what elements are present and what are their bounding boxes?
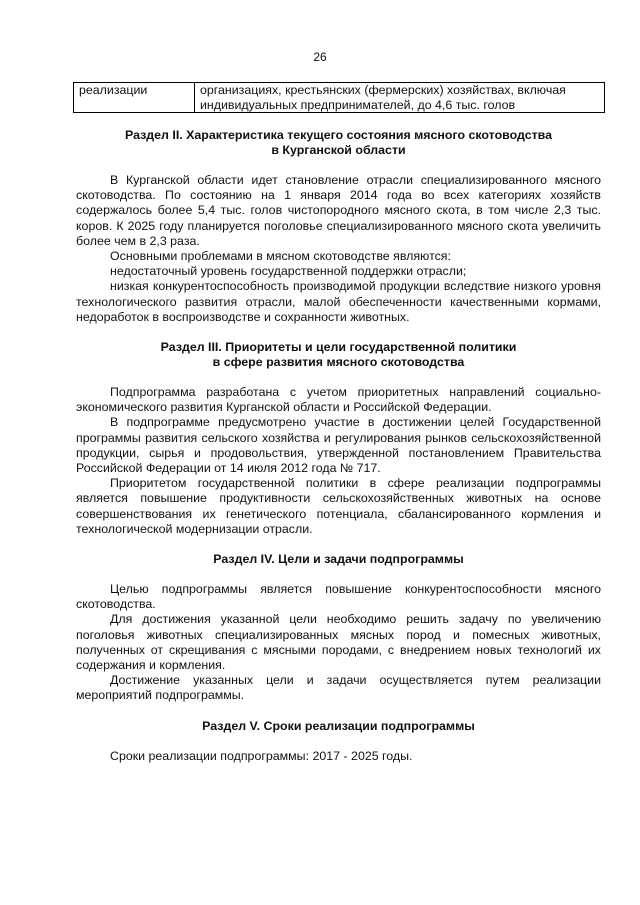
paragraph: В подпрограмме предусмотрено участие в достижении целей Государственной программы развития сельского хозяйства и регулирования рынков сельскохозяйственной продукции, сырья и продовольствия, утвержденной постановлением Правительства Российской Федерации от 14 июля 2012 года № 717.	[76, 415, 601, 476]
section-3-title-line-1: Раздел III. Приоритеты и цели государственной политики	[160, 340, 517, 355]
section-5-title: Раздел V. Сроки реализации подпрограммы	[202, 718, 475, 733]
paragraph: Целью подпрограммы является повышение конкурентоспособности мясного скотоводства.	[76, 582, 601, 612]
section-4-title: Раздел IV. Цели и задачи подпрограммы	[213, 552, 464, 567]
paragraph: Подпрограмма разработана с учетом приоритетных направлений социально-экономического развития Курганской области и Российской Федерации.	[76, 385, 601, 415]
paragraph: недостаточный уровень государственной поддержки отрасли;	[110, 264, 467, 279]
section-3-title	[76, 340, 601, 370]
section-2-title-line-1: Раздел II. Характеристика текущего состояния мясного скотоводства	[125, 128, 552, 142]
paragraph: Сроки реализации подпрограммы: 2017 - 2025 годы.	[110, 748, 413, 763]
table-cell-label: реализации	[74, 83, 195, 113]
paragraph: В Курганской области идет становление отрасли специализированного мясного скотоводства. По состоянию на 1 января 2014 года во всех категориях хозяйств содержалось более 5,4 тыс. голов чистопородного мясного скота, в том числе 2,3 тыс. коров. К 2025 году планируется поголовье специализированного мясного скота увеличить более чем в 2,3 раза.	[76, 173, 601, 248]
table-cell-text: организациях, крестьянских (фермерских) хозяйствах, включая индивидуальных предпринимателей, до 4,6 тыс. голов	[195, 83, 605, 113]
paragraph: Основными проблемами в мясном скотоводстве являются:	[110, 249, 451, 264]
page-number: 26	[313, 50, 327, 64]
paragraph: Для достижения указанной цели необходимо решить задачу по увеличению поголовья животных специализированных мясных пород и помесных животных, полученных от скрещивания с мясными породами, с внедрением новых технологий их содержания и кормления.	[76, 612, 601, 673]
paragraph: низкая конкурентоспособность производимой продукции вследствие низкого уровня технологического развития отрасли, малой обеспеченности качественными кормами, недоработок в воспроизводстве и сохранности животных.	[76, 279, 601, 324]
table-row	[74, 83, 605, 113]
paragraph: Достижение указанных цели и задачи осуществляется путем реализации мероприятий подпрограммы.	[76, 673, 601, 703]
section-3-title-line-2: в сфере развития мясного скотоводства	[212, 355, 465, 370]
continuation-table	[73, 82, 605, 113]
paragraph: Приоритетом государственной политики в сфере реализации подпрограммы является повышение продуктивности сельскохозяйственных животных на основе совершенствования их генетического потенциала, сбалансированного кормления и технологической модернизации отрасли.	[76, 476, 601, 536]
document-body	[76, 128, 601, 764]
section-2-title	[76, 128, 601, 158]
section-2-title-line-2: в Курганской области	[271, 143, 406, 157]
